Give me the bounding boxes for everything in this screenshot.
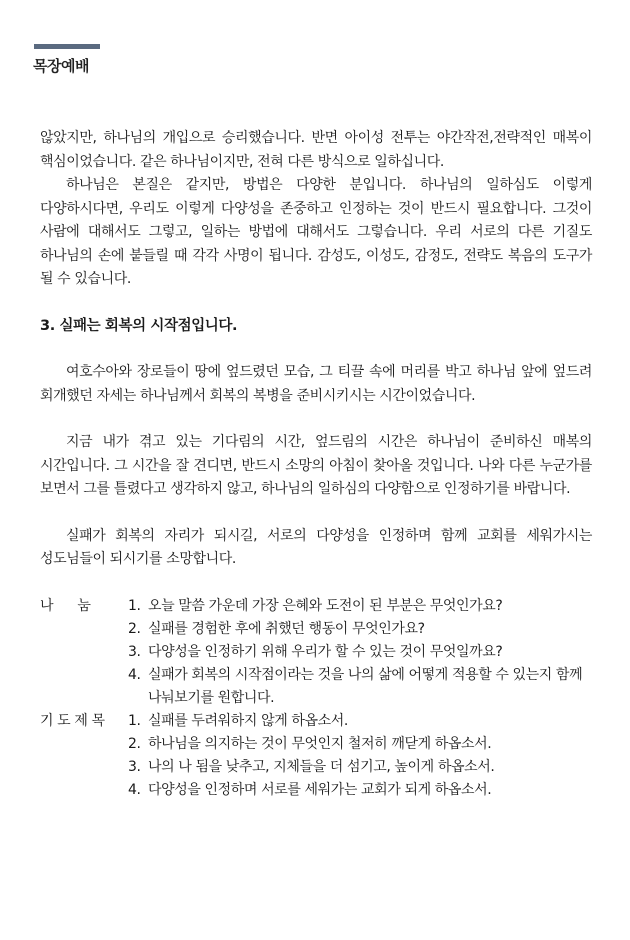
paragraph-3: 여호수아와 장로들이 땅에 엎드렸던 모습, 그 티끌 속에 머리를 박고 하나님 앞에 엎드려 회개했던 자세는 하나님께서 회복의 복병을 준비시키시는 시간이었습니다. (40, 364, 592, 404)
item-number: 1. (128, 712, 141, 729)
list-item (128, 618, 592, 641)
paragraph-1: 않았지만, 하나님의 개입으로 승리했습니다. 반면 아이성 전투는 야간작전,전략적인 매복이 핵심이었습니다. 같은 하나님이지만, 전혀 다른 방식으로 일하십니다. (40, 130, 592, 170)
item-text: 실패를 두려워하지 않게 하옵소서. (148, 712, 348, 729)
item-text: 다양성을 인정하며 서로를 세워가는 교회가 되게 하옵소서. (148, 781, 492, 798)
list-item (128, 756, 592, 779)
sharing-section (40, 595, 592, 710)
list-item (128, 779, 592, 802)
list-item (128, 595, 592, 618)
item-text: 다양성을 인정하기 위해 우리가 할 수 있는 것이 무엇일까요? (148, 643, 503, 660)
item-number: 1. (128, 597, 141, 614)
paragraph-2: 하나님은 본질은 같지만, 방법은 다양한 분입니다. 하나님의 일하심도 이렇게 다양하시다면, 우리도 이렇게 다양성을 존중하고 인정하는 것이 반드시 필요합니다. 그것이 사람에 대해서도 그렇고, 일하는 방법에 대해서도 그렇습니다. 우리 서로의 다른 기질도 하나님의 손에 붙들릴 때 각각 사명이 됩니다. 감성도, 이성도, 감정도, 전략도 복음의 도구가 될 수 있습니다. (40, 177, 592, 287)
item-number: 3. (128, 758, 141, 775)
list-item (128, 641, 592, 664)
item-text: 하나님을 의지하는 것이 무엇인지 철저히 깨닫게 하옵소서. (148, 735, 492, 752)
paragraph-5: 실패가 회복의 자리가 되시길, 서로의 다양성을 인정하며 함께 교회를 세워가시는 성도님들이 되시기를 소망합니다. (40, 527, 592, 567)
list-item (128, 733, 592, 756)
item-number: 2. (128, 735, 141, 752)
prayer-section (40, 710, 592, 802)
page-title: 목장예배 (33, 57, 89, 75)
sharing-list (128, 595, 592, 710)
paragraph-4: 지금 내가 겪고 있는 기다림의 시간, 엎드림의 시간은 하나님이 준비하신 매복의 시간입니다. 그 시간을 잘 견디면, 반드시 소망의 아침이 찾아올 것입니다. 나와 다른 누군가를 보면서 그를 틀렸다고 생각하지 않고, 하나님의 일하심의 다양함으로 인정하기를 바랍니다. (40, 434, 592, 497)
prayer-label: 기 도 제 목 (40, 712, 105, 729)
list-item (128, 664, 592, 710)
item-text: 오늘 말씀 가운데 가장 은혜와 도전이 된 부분은 무엇인가요? (148, 597, 503, 614)
header-accent-bar (34, 44, 100, 49)
item-text: 실패가 회복의 시작점이라는 것을 나의 삶에 어떻게 적용할 수 있는지 함께 나눠보기를 원합니다. (148, 666, 583, 706)
item-number: 4. (128, 781, 141, 798)
sharing-label: 나 눔 (40, 597, 91, 614)
section-heading: 3. 실패는 회복의 시작점입니다. (40, 317, 238, 334)
prayer-list (128, 710, 592, 802)
item-number: 2. (128, 620, 141, 637)
item-text: 실패를 경험한 후에 취했던 행동이 무엇인가요? (148, 620, 425, 637)
sermon-content (40, 127, 592, 802)
item-number: 3. (128, 643, 141, 660)
list-item (128, 710, 592, 733)
item-text: 나의 나 됨을 낮추고, 지체들을 더 섬기고, 높이게 하옵소서. (148, 758, 495, 775)
item-number: 4. (128, 666, 141, 683)
